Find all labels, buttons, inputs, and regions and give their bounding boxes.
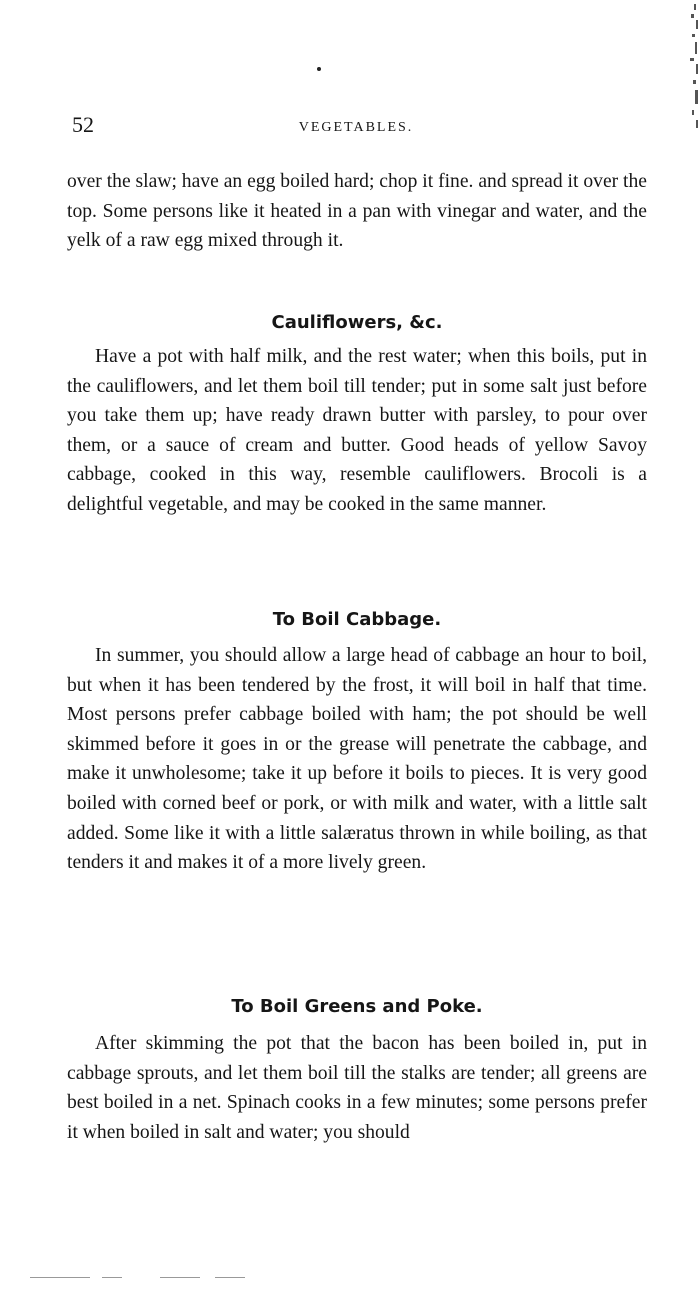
section-body-cabbage: In summer, you should allow a large head of cabbage an hour to boil, but when it has been tendered by the frost, it will boil in half that time. Most persons prefer cabbage boiled with ham; the pot should be well skimmed before it goes in or the grease will penetrate the cabbage, and make it unwholesome; take it up before it boils to pieces. It is very good boiled with corned beef or pork, or with milk and water, with a little salt added. Some like it with a little salæratus thrown in while boiling, as that tenders it and makes it of a more lively green. [67, 645, 647, 874]
page-number: 52 [72, 112, 94, 137]
section-heading-greens-poke: To Boil Greens and Poke. [231, 996, 483, 1017]
section-heading-cabbage: To Boil Cabbage. [272, 609, 442, 630]
bottom-scan-noise [30, 1274, 280, 1280]
print-speck [317, 67, 321, 71]
section-heading-cauliflowers: Cauliflowers, &c. [271, 312, 443, 333]
running-title: VEGETABLES. [298, 120, 414, 135]
page-edge-speckle [680, 0, 700, 150]
running-head [66, 112, 646, 142]
section-body-greens-poke: After skimming the pot that the bacon has been boiled in, put in cabbage sprouts, and let them boil till the stalks are tender; all greens are best boiled in a net. Spinach cooks in a few minutes; some persons prefer it when boiled in salt and water; you should [67, 1033, 647, 1143]
section-body-cauliflowers: Have a pot with half milk, and the rest water; when this boils, put in the cauliflowers, and let them boil till tender; put in some salt just before you take them up; have ready drawn butter with parsley, to pour over them, or a sauce of cream and butter. Good heads of yellow Savoy cabbage, cooked in this way, resemble cauliflowers. Brocoli is a delightful vegetable, and may be cooked in the same manner. [67, 346, 647, 515]
continuation-paragraph: over the slaw; have an egg boiled hard; chop it fine. and spread it over the top. Some persons like it heated in a pan with vinegar and water, and the yelk of a raw egg mixed through it. [67, 171, 647, 252]
